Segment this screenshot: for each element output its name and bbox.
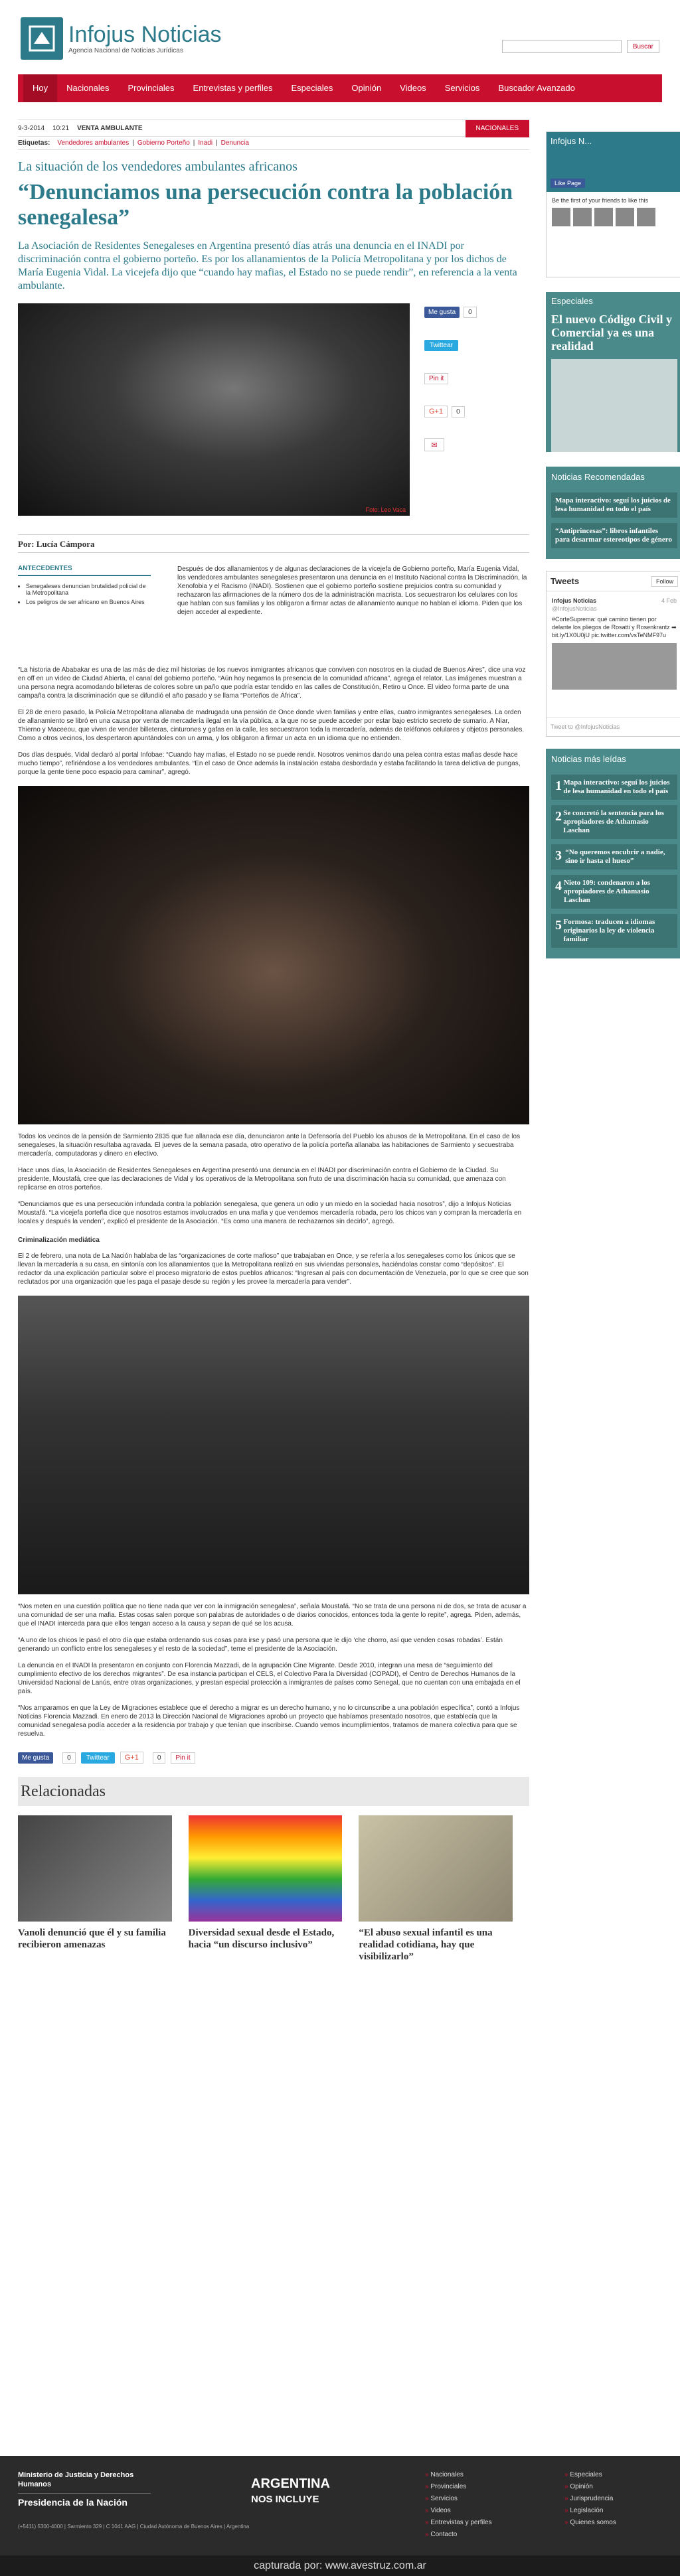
fb-like-page-button[interactable]: Like Page <box>551 179 585 188</box>
paragraph: “La historia de Ababakar es una de las más de diez mil historias de los nuevos inmigrantes africanos que conviven con nosotros en la ciudad de Buenos Aires”, dice una voz en off en un video de Ciudad Abierta, el canal del gobierno porteño. “Aún hoy negamos la presencia de la comunidad africana”, agrega el relator. Las imágenes muestran a una persona negra acomodando billeteras de colores sobre un paño que podría estar tendido en las calles de Constitución, Retiro u Once. El video forma parte de una campaña contra la discriminación que se difundió el año pasado y se llama “Porteños de África”. <box>18 666 526 700</box>
fb-page-title[interactable]: Infojus N... <box>551 136 592 146</box>
antecedentes-box <box>18 565 151 608</box>
article-title: “Denunciamos una persecución contra la población senegalesa” <box>18 180 513 230</box>
google-plus-count: 0 <box>153 1752 166 1764</box>
footer-link[interactable]: » Jurisprudencia <box>564 2493 680 2505</box>
search-button[interactable]: Buscar <box>627 40 659 53</box>
footer-link[interactable]: » Videos <box>425 2505 564 2517</box>
mas-leidas-block <box>546 749 680 958</box>
article-time: 10:21 <box>52 124 70 132</box>
related-list <box>18 1815 529 1963</box>
header <box>18 0 662 74</box>
google-plus-button[interactable]: G+1 <box>424 406 448 417</box>
section-tag[interactable]: NACIONALES <box>466 120 529 137</box>
mas-leida-title[interactable]: Formosa: traducen a idiomas originarios la ley de violencia familiar <box>563 918 655 943</box>
related-image[interactable] <box>189 1815 343 1922</box>
paragraph: Hace unos días, la Asociación de Residentes Senegaleses en Argentina presentó una denuncia en el INADI por discriminación contra el Gobierno de la Ciudad. Su presidente, Moustafá, cree que las declaraciones de Vidal y los operativos de la Metropolitana son fruto de una discriminación hacia su comunidad, que amenaza con replicarse en otros porteños. <box>18 1167 506 1191</box>
recomendada-item[interactable]: “Antiprincesas”: libros infantiles para desarmar estereotipos de género <box>551 523 677 548</box>
paragraph: Todos los vecinos de la pensión de Sarmiento 2835 que fue allanada ese día, denunciaron ante la Defensoría del Pueblo los abusos de la Metropolitana. En el caso de los senegaleses, la situación resultaba agravada. El jueves de la semana pasada, otro operativo de la policía porteña allanaba las habitaciones de Sarmiento y secuestraba mercadería, computadoras y dinero en efectivo. <box>18 1133 521 1158</box>
related-caption[interactable]: Diversidad sexual desde el Estado, hacia “un discurso inclusivo” <box>188 1928 335 1950</box>
paragraph: “A uno de los chicos le pasó el otro día que estaba ordenando sus cosas para irse y pasó una persona que le dijo ‘che chorro, así que venden cosas robadas’. Están generando un conflicto entre los senegaleses y el resto de la sociedad”, teme el presidente de la Asociación. <box>18 1637 503 1653</box>
logo-icon <box>21 17 63 60</box>
article-lead: La Asociación de Residentes Senegaleses en Argentina presentó días atrás una denuncia en el INADI por discriminación contra el gobierno porteño. Es por los allanamientos de la Policía Metropolitana y por los dichos de María Eugenia Vidal. La vicejefa dijo que “cuando hay mafias, el Estado no se puede rendir”, en referencia a la venta ambulante. <box>18 240 517 291</box>
logo-name: Infojus Noticias <box>68 21 222 47</box>
avatar <box>552 208 570 226</box>
mas-leida-title[interactable]: Nieto 109: condenaron a los apropiadores de Athamasio Laschan <box>564 879 650 904</box>
follow-button[interactable]: Follow <box>651 576 678 587</box>
nav-entrevistas[interactable]: Entrevistas y perfiles <box>193 83 273 93</box>
antecedentes-row <box>18 565 529 658</box>
facebook-widget <box>546 131 680 277</box>
google-plus-count: 0 <box>452 406 465 417</box>
logo-subtitle: Agencia Nacional de Noticias Jurídicas <box>68 46 183 54</box>
site-logo[interactable] <box>21 17 222 60</box>
facebook-like-button[interactable]: Me gusta <box>18 1752 53 1764</box>
recomendadas-block <box>546 467 680 559</box>
paragraph: “Nos meten en una cuestión política que no tiene nada que ver con la inmigración senegalesa”, señala Moustafá. “No se trata de una persona ni de dos, se trata de acusar a una comunidad de ser una mafia. Estas cosas salen porque son palabras de autoridades o de diarios conocidos, entonces toda la gente lo repite”, agrega. Piden, además, que el INADI interceda para que ellos tengan acceso a la causa y sepan de qué se los acusa. <box>18 1603 527 1628</box>
facebook-count: 0 <box>62 1752 76 1764</box>
fb-text: Be the first of your friends to like this <box>552 197 649 204</box>
especiales-title: Especiales <box>551 296 593 306</box>
rank-number: 1 <box>555 779 562 793</box>
paragraph: “Nos amparamos en que la Ley de Migraciones establece que el derecho a migrar es un derecho humano, y no lo circunscribe a una población específica”, contó a Infojus Noticias Florencia Mazzadi. En enero de 2013 la Dirección Nacional de Migraciones aprobó un proyecto que habíamos presentado nosotros, que establecía que la comunidad senegalesa podía acceder a la residencia por trabajo y que tenían que inscribirse. Cuando vemos incumplimientos, tratamos de manera colectiva para que se resuelva. <box>18 1705 520 1738</box>
fb-faces <box>552 208 677 226</box>
sidebar <box>546 131 680 958</box>
paragraph: El 2 de febrero, una nota de La Nación hablaba de las “organizaciones de corte mafioso” que trabajaban en Once, y se refería a los senegaleses como los únicos que se llevan la mercadería a su casa, en sintonía con los allanamientos que la Metropolitana realizó en sus viviendas personales, haciéndolas constar como “depósitos”. El redactor da una explicación particular sobre el proceso migratorio de estos pueblos africanos: “Ingresan al país con documentación de Venezuela, por lo que se cree que son reclutados por una organización que les paga el pasaje desde su región y les provee la mercadería para vender”. <box>18 1252 529 1286</box>
footer-link[interactable]: » Opinión <box>564 2481 680 2493</box>
nos-incluye-text: NOS INCLUYE <box>251 2494 319 2505</box>
footer-link[interactable]: » Servicios <box>425 2493 564 2505</box>
main-nav <box>18 74 662 102</box>
tags-label: Etiquetas: <box>18 139 50 147</box>
related-title: Relacionadas <box>18 1777 529 1806</box>
main-photo-row <box>18 303 529 516</box>
capture-credit: capturada por: www.avestruz.com.ar <box>0 2555 680 2576</box>
nav-servicios[interactable]: Servicios <box>444 83 480 93</box>
tweet-button[interactable]: Twittear <box>81 1752 115 1764</box>
related-item[interactable] <box>18 1815 172 1963</box>
search-form <box>502 40 659 53</box>
avatar <box>594 208 613 226</box>
share-column <box>424 303 531 469</box>
pinterest-button[interactable]: Pin it <box>171 1752 195 1764</box>
rank-number: 2 <box>555 809 562 824</box>
especiales-headline[interactable]: El nuevo Código Civil y Comercial ya es una realidad <box>551 313 673 352</box>
footer-link[interactable]: » Legislación <box>564 2505 680 2517</box>
related-image[interactable] <box>359 1815 513 1922</box>
mas-leida-item[interactable] <box>551 914 677 948</box>
ministry-logo[interactable] <box>18 2470 151 2507</box>
footer-link[interactable]: » Provinciales <box>425 2481 564 2493</box>
nav-especiales[interactable]: Especiales <box>291 83 333 93</box>
google-plus-button[interactable]: G+1 <box>120 1752 143 1764</box>
article-column <box>18 119 529 1963</box>
article-section: VENTA AMBULANTE <box>77 124 143 132</box>
search-input[interactable] <box>502 40 622 53</box>
paragraph: Dos días después, Vidal declaró al portal Infobae: “Cuando hay mafias, el Estado no se puede rendir. Nosotros venimos dando una pelea contra estas mafias desde hace mucho tiempo”, refiriéndose a los vendedores ambulantes. “En el caso de Once además la instalación estaba desbordada y estaba facilitando la tarea delictiva de pungas, porque la gente tiene poco espacio para caminar”, agregó. <box>18 751 521 776</box>
tag-link[interactable]: Denuncia <box>220 139 249 147</box>
email-icon[interactable]: ✉ <box>424 438 444 451</box>
mas-leida-item[interactable] <box>551 875 677 909</box>
nav-nacionales[interactable]: Nacionales <box>66 83 110 93</box>
mas-leida-item[interactable] <box>551 775 677 800</box>
footer <box>0 2456 680 2555</box>
rank-number: 4 <box>555 879 562 893</box>
twitter-widget <box>546 571 680 737</box>
recomendada-item[interactable]: Mapa interactivo: seguí los juicios de lesa humanidad en todo el país <box>551 492 677 518</box>
article-meta <box>18 119 529 137</box>
antecedentes-title: ANTECEDENTES <box>18 565 151 576</box>
paragraph: El 28 de enero pasado, la Policía Metropolitana allanaba de madrugada una pensión de Once donde viven familias y entre ellas, cuatro inmigrantes senegaleses. La orden de allanamiento se libró en una causa por venta de mercadería ilegal en la vía pública, a la que no se puede acceder por estar bajo estricto secreto de sumario. A Niar, Thierno y Maceeou, que viven de vender billeteras, cinturones y gafas en la calle, les secuestraron toda la mercadería, además de teléfonos celulares y objetos personales. Como a otros vecinos, los despertaron apuntándoles con un arma, y los obligaron a firmar un acta en un idioma que no entienden. <box>18 709 525 742</box>
argentina-text: ARGENTINA <box>251 2476 330 2491</box>
tweet-button[interactable]: Twittear <box>424 340 458 351</box>
mas-leida-title[interactable]: Mapa interactivo: seguí los juicios de lesa humanidad en todo el país <box>563 779 670 795</box>
mas-leida-item[interactable] <box>551 805 677 839</box>
antecedentes-link[interactable]: • Senegaleses denuncian brutalidad policial de la Metropolitana <box>26 583 151 596</box>
mas-leida-title[interactable]: “No queremos encubrir a nadie, sino ir hasta el hueso” <box>565 848 665 865</box>
related-caption[interactable]: “El abuso sexual infantil es una realidad cotidiana, hay que visibilizarlo” <box>359 1928 493 1962</box>
related-item[interactable] <box>189 1815 343 1963</box>
tweet-image[interactable] <box>552 643 677 690</box>
footer-link[interactable]: » Nacionales <box>425 2469 564 2481</box>
mas-leida-item[interactable] <box>551 844 677 870</box>
tweet-text: #CorteSuprema: qué camino tienen por delante los pliegos de Rosatti y Rosenkrantz ➡ bit.ly/1X0U0jU pic.twitter.com/vsTeNMF97u <box>552 616 677 639</box>
tag-link[interactable]: Inadi <box>198 139 213 147</box>
facebook-like-button[interactable]: Me gusta <box>424 307 460 318</box>
related-image[interactable] <box>18 1815 172 1922</box>
tweet-to-box[interactable]: Tweet to @InfojusNoticias <box>547 718 680 736</box>
related-caption[interactable]: Vanoli denunció que él y su familia recibieron amenazas <box>18 1928 166 1950</box>
subheading: Criminalización mediática <box>18 1237 100 1244</box>
tweets-title: Tweets <box>551 576 580 586</box>
avatar <box>616 208 634 226</box>
presidency-name: Presidencia de la Nación <box>18 2497 128 2508</box>
tag-link[interactable]: Gobierno Porteño <box>137 139 190 147</box>
footer-link[interactable]: » Especiales <box>564 2469 680 2481</box>
antecedentes-link[interactable]: • Los peligros de ser africano en Buenos Aires <box>26 599 151 605</box>
paragraph: “Denunciamos que es una persecución infundada contra la población senegalesa, que genera un odio y un miedo en la sociedad hacia nosotros”, dijo a Infojus Noticias Moustafá. “La vicejefa porteña dice que nosotros estamos involucrados en una mafia y que vendemos mercadería robada, pero los chicos van y compran la mercadería en locales y después la venden”, explicó el presidente de la Asociación. “Es como una manera de rechazarnos sin decirlo”, agregó. <box>18 1201 522 1225</box>
article-photo <box>18 786 529 1124</box>
paragraph: La denuncia en el INADI la presentaron en conjunto con Florencia Mazzadi, de la agrupación Cine Migrante. Desde 2010, integran una mesa de “seguimiento del cumplimiento efectivo de los derechos migrantes”. De esa instancia participan el CELS, el Colectivo Para la Diversidad (COPADI), el Centro de Derechos Humanos de la Universidad Nacional de Lanús, entre otras organizaciones, y prestan especial protección a inmigrantes de países como Senegal, que no cuentan con una embajada en el país. <box>18 1662 521 1695</box>
facebook-count: 0 <box>464 307 477 318</box>
mas-leidas-title: Noticias más leídas <box>551 754 626 764</box>
article-photo <box>18 1296 529 1594</box>
argentina-logo <box>251 2476 330 2508</box>
tags-bar: Etiquetas: Vendedores ambulantes | Gobierno Porteño | Inadi | Denuncia <box>18 137 529 150</box>
nav-videos[interactable]: Videos <box>400 83 426 93</box>
mas-leida-title[interactable]: Se concretó la sentencia para los apropiadores de Athamasio Laschan <box>563 809 664 834</box>
nav-hoy[interactable]: Hoy <box>23 74 57 102</box>
article-kicker: La situación de los vendedores ambulantes africanos <box>18 159 298 174</box>
tag-link[interactable]: Vendedores ambulantes <box>57 139 129 147</box>
tweet-user[interactable]: Infojus Noticias <box>552 597 597 604</box>
share-bar-bottom <box>18 1750 529 1765</box>
footer-link[interactable]: » Quienes somos <box>564 2517 680 2529</box>
intro-paragraph: Después de dos allanamientos y de algunas declaraciones de la vicejefa de Gobierno porteño, María Eugenia Vidal, los vendedores ambulantes senegaleses presentaron una denuncia en el Instituto Nacional contra la Discriminación, la Xenofobia y el Racismo (INADI). Sostienen que el gobierno porteño sostiene prejuicios contra su comunidad y rechazaron las afirmaciones de la número dos de la administración macrista. Los secuestraron los celulares con los que hablan con sus familias y los obligaron a firmar actas de allanamiento aunque no hablan el idioma. Piden que los dejen acceder al expediente. <box>177 566 527 616</box>
avatar <box>573 208 592 226</box>
ministry-name: Ministerio de Justicia y Derechos Humanos <box>18 2471 134 2488</box>
photo-credit: Foto: Leo Vaca <box>365 506 406 513</box>
tweet-date: 4 Feb <box>661 597 677 604</box>
recomendadas-title: Noticias Recomendadas <box>551 472 645 482</box>
footer-links <box>425 2469 680 2541</box>
nav-buscador[interactable]: Buscador Avanzado <box>498 83 575 93</box>
related-item[interactable] <box>359 1815 513 1963</box>
nav-opinion[interactable]: Opinión <box>351 83 382 93</box>
nav-provinciales[interactable]: Provinciales <box>128 83 175 93</box>
pinterest-button[interactable]: Pin it <box>424 373 448 384</box>
rank-number: 3 <box>555 848 562 863</box>
footer-address: (+5411) 5300-4000 | Sarmiento 329 | C 1041 AAG | Ciudad Autónoma de Buenos Aires | Argentina <box>18 2524 250 2530</box>
article-author: Por: Lucía Cámpora <box>18 534 529 553</box>
tweet-handle[interactable]: @InfojusNoticias <box>552 605 597 612</box>
avatar <box>637 208 655 226</box>
main-photo <box>18 303 410 516</box>
especiales-block[interactable] <box>546 292 680 452</box>
footer-link[interactable]: » Contacto <box>425 2529 564 2541</box>
article-date: 9-3-2014 <box>18 124 45 132</box>
rank-number: 5 <box>555 918 562 933</box>
footer-link[interactable]: » Entrevistas y perfiles <box>425 2517 564 2529</box>
especiales-image[interactable] <box>551 359 677 452</box>
